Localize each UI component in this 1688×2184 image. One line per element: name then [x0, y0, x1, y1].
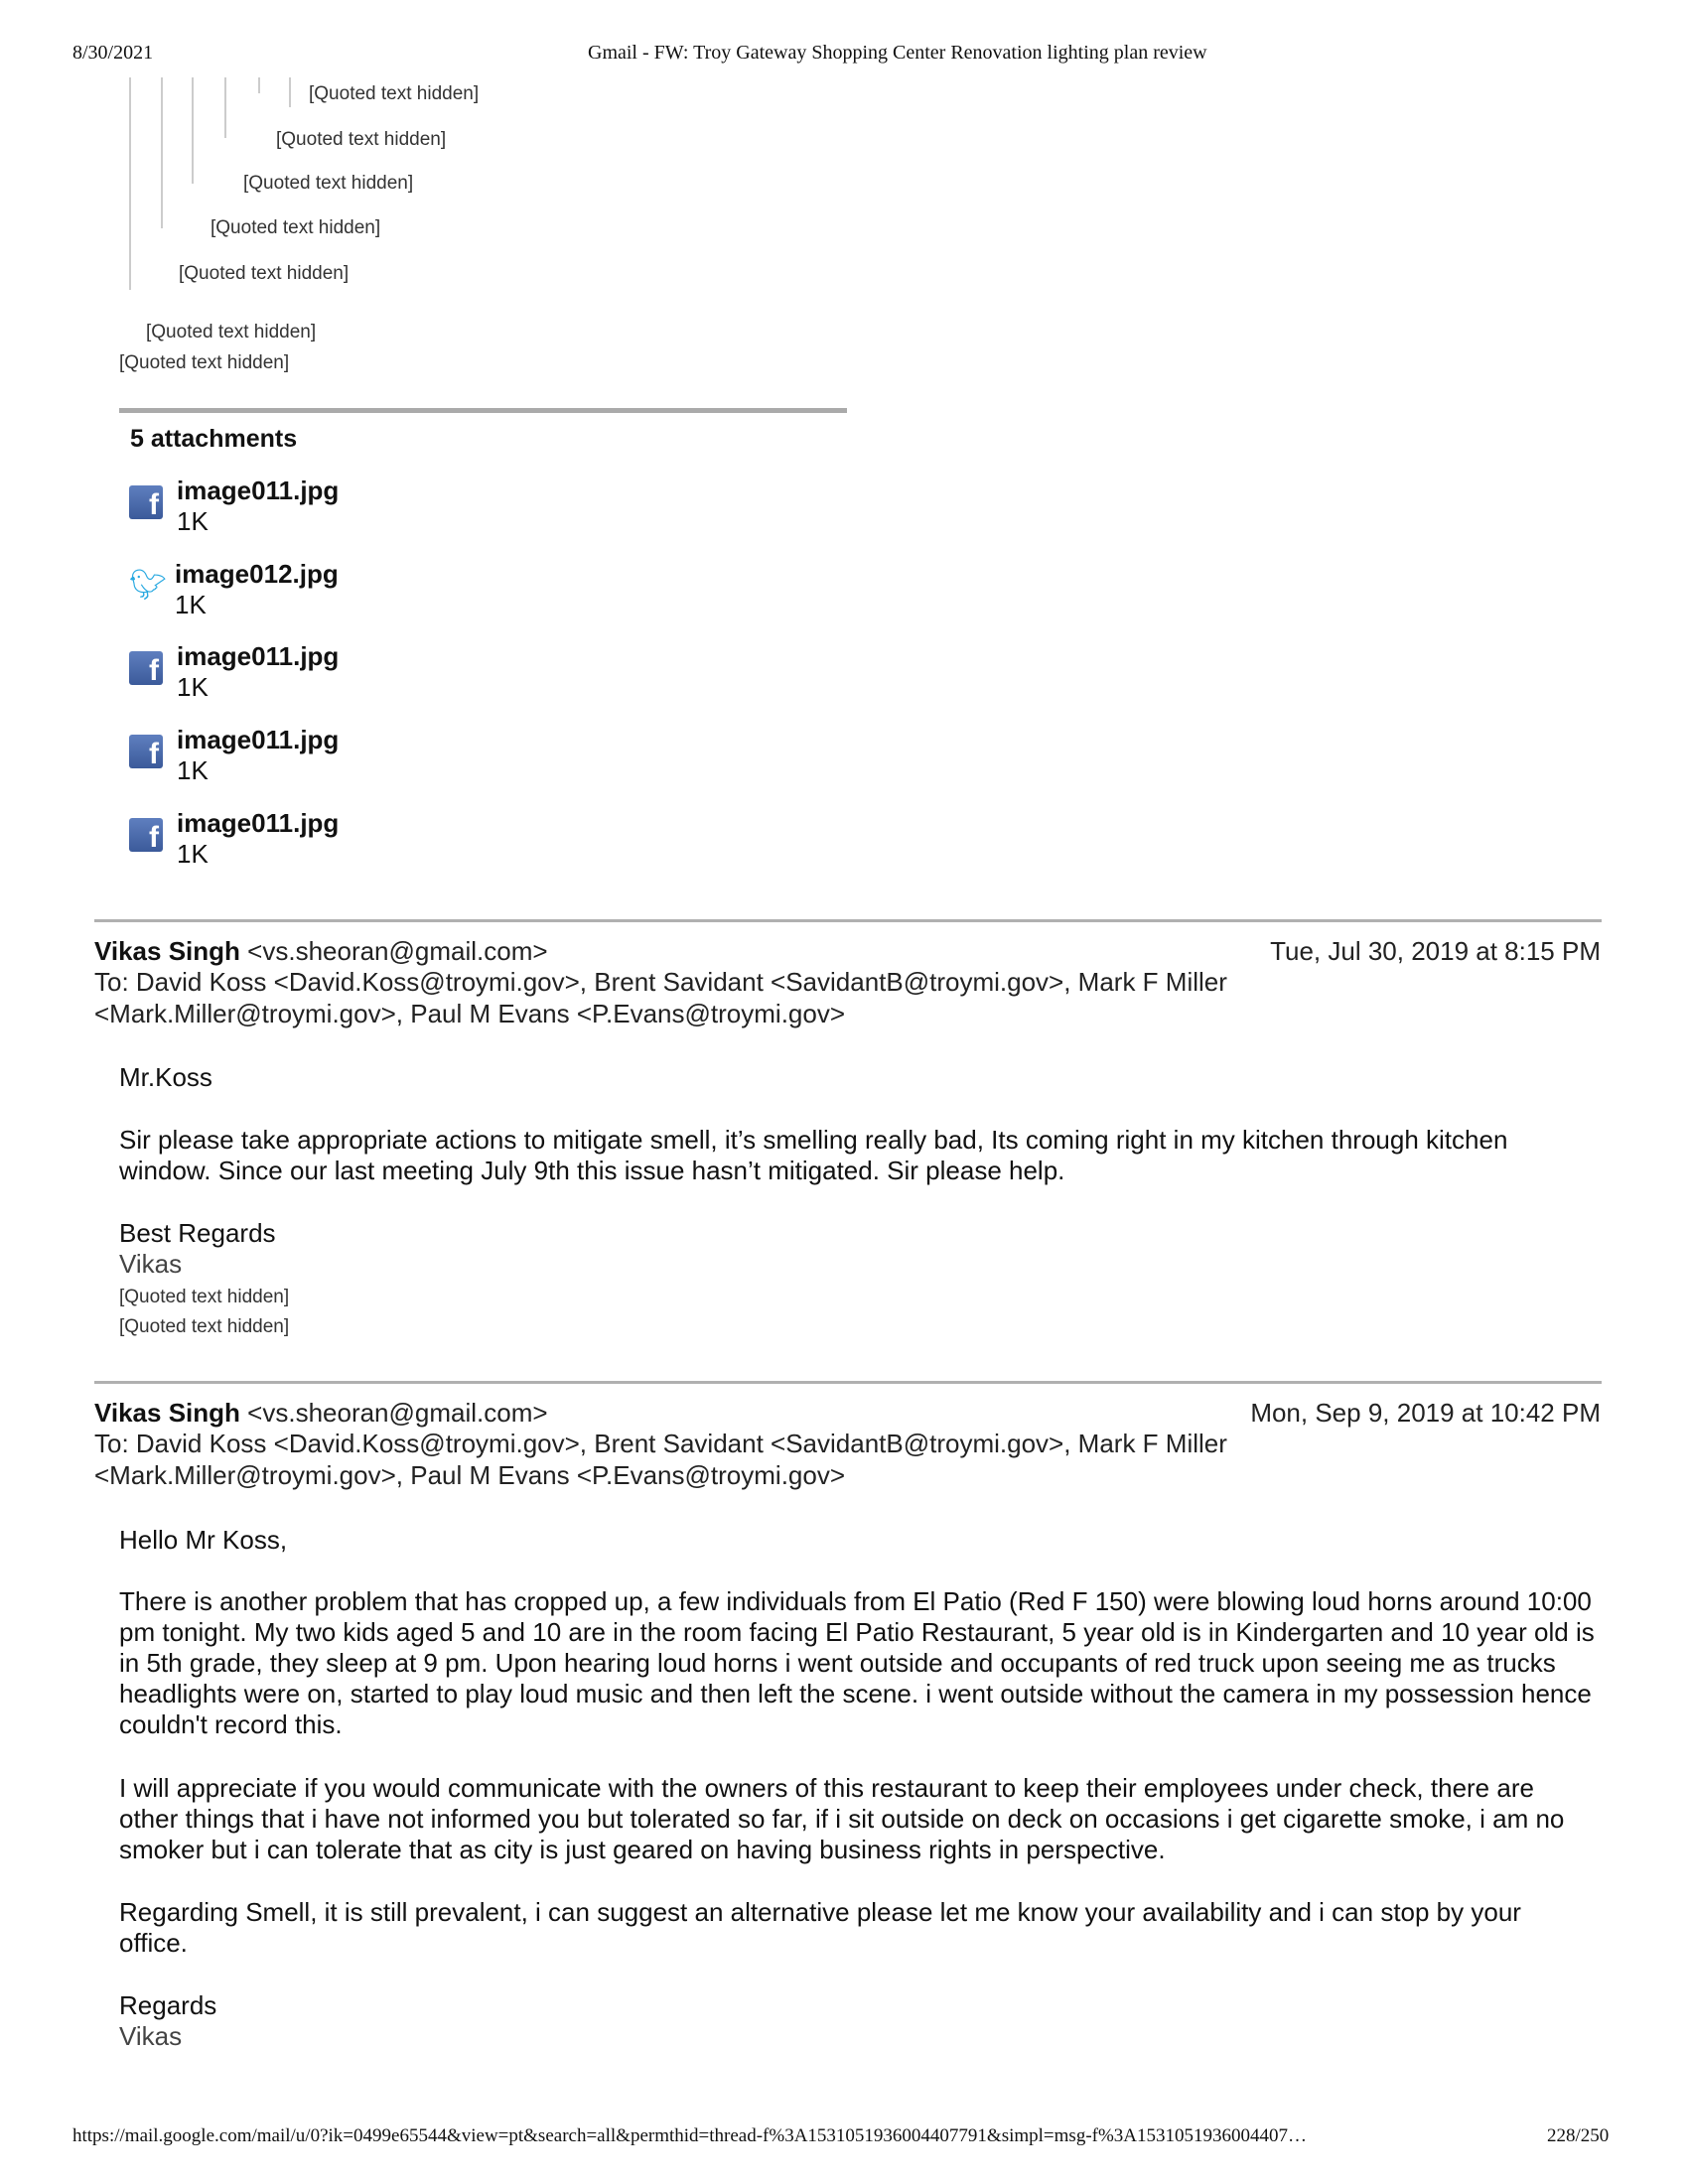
message-closing: Best Regards: [119, 1218, 276, 1248]
recipients-line: To: David Koss <David.Koss@troymi.gov>, Brent Savidant <SavidantB@troymi.gov>, Mark F Miller: [94, 967, 1227, 997]
sender-name: Vikas Singh: [94, 1398, 240, 1428]
recipients-line: <Mark.Miller@troymi.gov>, Paul M Evans <P.Evans@troymi.gov>: [94, 1460, 846, 1490]
attachment-name[interactable]: image011.jpg: [177, 725, 340, 754]
facebook-icon: f: [129, 818, 163, 852]
quote-bar: [289, 77, 291, 107]
sender-email[interactable]: <vs.sheoran@gmail.com>: [247, 936, 548, 966]
quoted-text-hidden[interactable]: [Quoted text hidden]: [179, 263, 350, 284]
print-title: Gmail - FW: Troy Gateway Shopping Center Renovation lighting plan review: [588, 42, 1207, 64]
message-recipients: [94, 1428, 1385, 1491]
attachment-name[interactable]: image012.jpg: [175, 559, 339, 589]
message-from: [94, 1398, 548, 1429]
quote-bar: [224, 77, 226, 138]
quote-bar: [161, 77, 163, 228]
print-footer-page-number: 228/250: [1547, 2125, 1610, 2146]
message-signature: Vikas: [119, 1249, 183, 1279]
attachment-size: 1K: [177, 755, 209, 785]
attachment-name[interactable]: image011.jpg: [177, 808, 340, 838]
quote-bar: [129, 77, 131, 290]
attachment-name[interactable]: image011.jpg: [177, 641, 340, 671]
message-paragraph: I will appreciate if you would communicate with the owners of this restaurant to keep their employees under check, there are other things that i have not informed you but tolerated so far, if i sit outside on deck on occasions i get cigarette smoke, i am no smoker but i can tolerate that as city is just geared on having business rights in perspective.: [119, 1773, 1565, 1864]
facebook-icon: f: [129, 485, 163, 519]
message-divider: [94, 1381, 1602, 1384]
message-signature: Vikas: [119, 2021, 183, 2051]
quoted-text-hidden[interactable]: [Quoted text hidden]: [119, 1316, 290, 1337]
attachment-size: 1K: [175, 590, 207, 619]
attachment-size: 1K: [177, 672, 209, 702]
sender-name: Vikas Singh: [94, 936, 240, 966]
print-date: 8/30/2021: [72, 42, 154, 64]
message-date: Tue, Jul 30, 2019 at 8:15 PM: [1270, 936, 1601, 966]
message-divider: [94, 919, 1602, 922]
facebook-icon: f: [129, 651, 163, 685]
attachment-item[interactable]: [127, 641, 524, 711]
message-paragraph: Sir please take appropriate actions to mitigate smell, it’s smelling really bad, Its coming right in my kitchen through kitchen window. Since our last meeting July 9th this issue hasn’t mitigated. Sir please help.: [119, 1125, 1508, 1185]
facebook-icon: f: [129, 735, 163, 768]
quoted-text-hidden[interactable]: [Quoted text hidden]: [309, 83, 480, 104]
attachment-item[interactable]: [127, 559, 524, 628]
message-greeting: Hello Mr Koss,: [119, 1525, 288, 1555]
message-greeting: Mr.Koss: [119, 1062, 212, 1092]
recipients-line: To: David Koss <David.Koss@troymi.gov>, Brent Savidant <SavidantB@troymi.gov>, Mark F Miller: [94, 1429, 1227, 1458]
quoted-text-hidden[interactable]: [Quoted text hidden]: [119, 352, 290, 373]
message-paragraph: There is another problem that has cropped up, a few individuals from El Patio (Red F 150) were blowing loud horns around 10:00 pm tonight. My two kids aged 5 and 10 are in the room facing El Patio Restaurant, 5 year old is in Kindergarten and 10 year old is in 5th grade, they sleep at 9 pm. Upon hearing loud horns i went outside and occupants of red truck upon seeing me as trucks headlights were on, started to play loud music and then left the scene. i went outside without the camera in my possession hence couldn't record this.: [119, 1586, 1595, 1739]
quoted-text-hidden[interactable]: [Quoted text hidden]: [146, 322, 317, 342]
quoted-text-hidden[interactable]: [Quoted text hidden]: [276, 129, 447, 150]
quoted-text-hidden[interactable]: [Quoted text hidden]: [119, 1287, 290, 1307]
twitter-icon: 🐦︎: [129, 569, 168, 602]
attachment-item[interactable]: [127, 808, 524, 878]
message-paragraph: Regarding Smell, it is still prevalent, i can suggest an alternative please let me know your availability and i can stop by your office.: [119, 1897, 1521, 1958]
message-recipients: [94, 966, 1385, 1029]
recipients-line: <Mark.Miller@troymi.gov>, Paul M Evans <P.Evans@troymi.gov>: [94, 999, 846, 1028]
sender-email[interactable]: <vs.sheoran@gmail.com>: [247, 1398, 548, 1428]
attachment-item[interactable]: [127, 476, 524, 545]
quoted-text-hidden[interactable]: [Quoted text hidden]: [243, 173, 414, 194]
attachment-name[interactable]: image011.jpg: [177, 476, 340, 505]
attachments-count: 5 attachments: [130, 425, 298, 453]
quoted-text-hidden[interactable]: [Quoted text hidden]: [211, 217, 381, 238]
attachments-divider: [119, 408, 847, 413]
attachment-item[interactable]: [127, 725, 524, 794]
attachment-size: 1K: [177, 506, 209, 536]
quote-bar: [192, 77, 194, 184]
print-footer-url: https://mail.google.com/mail/u/0?ik=0499e65544&view=pt&search=all&permthid=thread-f%3A1531051936004407791&simpl=msg-f%3A153105193600440​7…: [72, 2125, 1308, 2146]
attachment-size: 1K: [177, 839, 209, 869]
message-closing: Regards: [119, 1990, 217, 2020]
message-date: Mon, Sep 9, 2019 at 10:42 PM: [1250, 1398, 1601, 1428]
quote-bar: [258, 77, 260, 93]
message-from: [94, 936, 548, 967]
